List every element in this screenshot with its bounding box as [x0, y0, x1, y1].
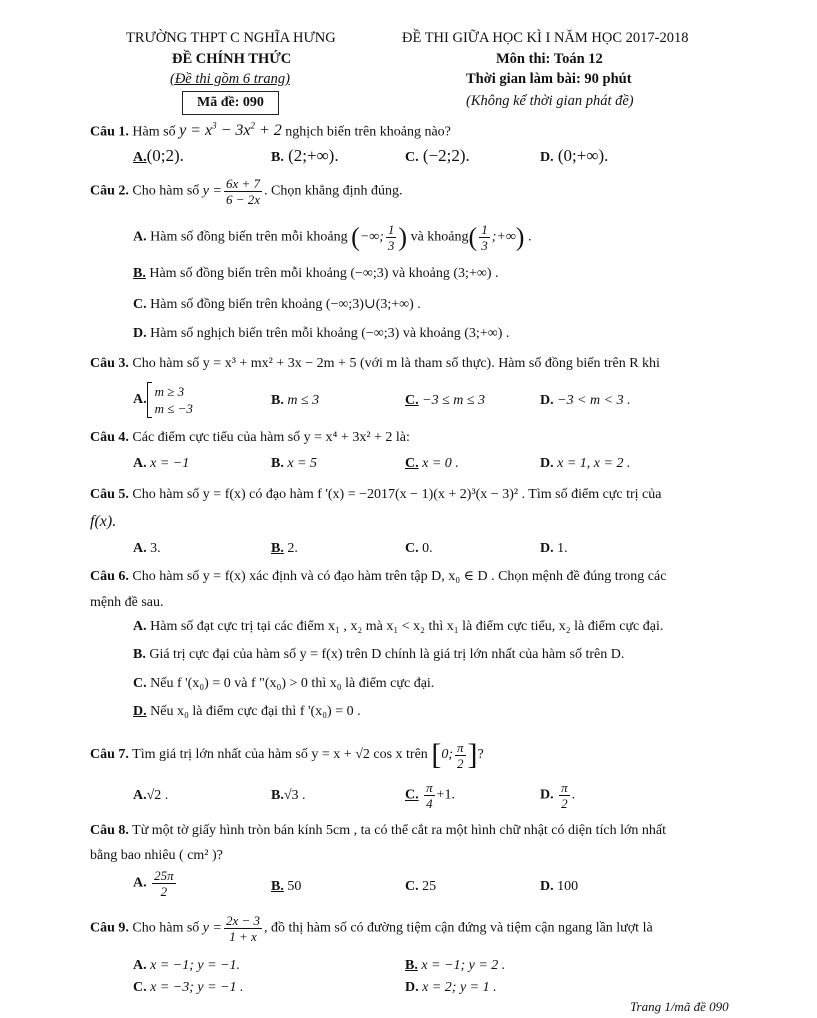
q6-option-a[interactable]: A. Hàm số đạt cực trị tại các điểm x₁ , x₂ mà x₁ < x₂ thì x₁ là điểm cực tiểu, x₂ là điểm cực đại.: [133, 619, 664, 634]
q2-option-b[interactable]: B. Hàm số đồng biến trên mỗi khoảng (−∞;3) và khoảng (3;+∞) .: [133, 266, 499, 281]
subject: Môn thi: Toán 12: [496, 51, 603, 67]
question-7: Câu 7. Tìm giá trị lớn nhất của hàm số y = x + √2 cos x trên [0; $\frac{\pi}{2}$ ]?: [90, 738, 484, 771]
q6-stem: Cho hàm số y = f(x) xác định và có đạo hàm trên tập D, x₀ ∈ D . Chọn mệnh đề đúng trong các: [132, 569, 667, 584]
exam-title: ĐỀ THI GIỮA HỌC KÌ I NĂM HỌC 2017-2018: [402, 30, 689, 46]
q8-option-c[interactable]: C. 25: [405, 879, 437, 894]
q4-option-a[interactable]: A. x = −1: [133, 456, 190, 471]
q3-option-d[interactable]: D. −3 < m < 3 .: [540, 393, 631, 408]
q2-stem-post: . Chọn khẳng định đúng.: [264, 183, 403, 199]
q7-option-b[interactable]: B.√3 .: [271, 788, 306, 803]
q5-stem: Cho hàm số y = f(x) có đạo hàm f '(x) = −2017(x − 1)(x + 2)³(x − 3)² . Tìm số điểm cực trị của: [132, 487, 662, 502]
q9-option-b[interactable]: B. x = −1; y = 2 .: [405, 958, 506, 973]
q3-option-a[interactable]: A. m ≥ 3 m ≤ −3: [133, 384, 193, 416]
q4-option-c[interactable]: C. x = 0 .: [405, 456, 459, 471]
q5-option-c[interactable]: C. 0.: [405, 541, 433, 556]
q6-option-d[interactable]: D. Nếu x₀ là điểm cực đại thì f '(x₀) = 0 .: [133, 704, 361, 719]
q3-label: Câu 3.: [90, 356, 129, 371]
q9-option-a[interactable]: A. x = −1; y = −1.: [133, 958, 241, 973]
q8-option-b[interactable]: B. 50: [271, 879, 302, 894]
question-2: Câu 2. Cho hàm số y = $\frac{6x + 7}{6 - 2x}$ . Chọn khẳng định đúng.: [90, 176, 403, 207]
school-name: TRƯỜNG THPT C NGHĨA HƯNG: [126, 30, 336, 46]
pages-note: (Đề thi gồm 6 trang): [170, 71, 291, 87]
page-footer: Trang 1/mã đề 090: [630, 999, 729, 1014]
q6-stem-cont: mệnh đề sau.: [90, 595, 164, 610]
q1-function: $y = x^3 - 3x^2 + 2$: [179, 121, 282, 140]
q1-label: Câu 1.: [90, 124, 129, 140]
q2-fraction: $\frac{6x + 7}{6 - 2x}$: [225, 176, 261, 207]
q9-stem-pre: Cho hàm số: [132, 920, 200, 936]
q2-option-d[interactable]: D. Hàm số nghịch biến trên mỗi khoảng (−∞;3) và khoảng (3;+∞) .: [133, 326, 510, 341]
q5-stem-cont: f(x).: [90, 513, 117, 530]
q1-stem-pre: Hàm số: [132, 124, 176, 140]
q3-option-b[interactable]: B. m ≤ 3: [271, 393, 320, 408]
question-1: [90, 121, 451, 140]
exam-time: Thời gian làm bài: 90 phút: [466, 71, 632, 87]
question-9: Câu 9. Cho hàm số y = $\frac{2x - 3}{1 + x}$ , đồ thị hàm số có đường tiệm cận đứng và tiệm cận ngang lần lượt là: [90, 913, 653, 944]
q4-label: Câu 4.: [90, 430, 129, 445]
q8-stem-cont: bằng bao nhiêu ( cm² )?: [90, 848, 223, 863]
q8-label: Câu 8.: [90, 823, 129, 838]
question-3: [90, 356, 660, 372]
q5-option-a[interactable]: A. 3.: [133, 541, 161, 556]
q6-label: Câu 6.: [90, 569, 129, 584]
q3-option-c[interactable]: C. −3 ≤ m ≤ 3: [405, 393, 486, 408]
q7-option-d[interactable]: D. $\frac{\pi}{2}$ .: [540, 780, 576, 811]
q9-option-c[interactable]: C. x = −3; y = −1 .: [133, 980, 244, 995]
q5-option-b[interactable]: B. 2.: [271, 541, 298, 556]
q2-option-c[interactable]: C. Hàm số đồng biến trên khoảng (−∞;3)∪(3;+∞) .: [133, 297, 421, 312]
q3-stem: Cho hàm số y = x³ + mx² + 3x − 2m + 5 (với m là tham số thực). Hàm số đồng biến trên R khi: [132, 356, 660, 371]
q1-stem-post: nghịch biến trên khoảng nào?: [285, 124, 451, 140]
q1-option-d[interactable]: D. (0;+∞).: [540, 146, 609, 165]
q7-option-a[interactable]: A.√2 .: [133, 788, 169, 803]
official-label: ĐỀ CHÍNH THỨC: [172, 51, 292, 67]
exam-code: Mã đề: 090: [197, 95, 264, 110]
q8-option-d[interactable]: D. 100: [540, 879, 579, 894]
q9-option-d[interactable]: D. x = 2; y = 1 .: [405, 980, 497, 995]
q9-label: Câu 9.: [90, 920, 129, 936]
question-6: [90, 568, 666, 585]
q4-stem: Các điểm cực tiểu của hàm số y = x⁴ + 3x² + 2 là:: [132, 430, 410, 445]
q6-option-c[interactable]: C. Nếu f '(x₀) = 0 và f "(x₀) > 0 thì x₀ là điểm cực đại.: [133, 676, 435, 691]
q8-stem: Từ một tờ giấy hình tròn bán kính 5cm , ta có thể cắt ra một hình chữ nhật có diện tích lớn nhất: [132, 823, 667, 838]
q7-option-c[interactable]: C. $\frac{\pi}{4}$ +1.: [405, 780, 456, 811]
q1-option-b[interactable]: B. (2;+∞).: [271, 146, 339, 165]
q5-option-d[interactable]: D. 1.: [540, 541, 568, 556]
q1-option-c[interactable]: C. (−2;2).: [405, 146, 470, 165]
q9-stem-post: , đồ thị hàm số có đường tiệm cận đứng và tiệm cận ngang lần lượt là: [264, 920, 653, 936]
q1-option-a[interactable]: A.(0;2).: [133, 146, 184, 165]
q2-option-a[interactable]: A. Hàm số đồng biến trên mỗi khoảng (−∞; $\frac{1}{3}$ ) và khoảng( $\frac{1}{3}$ ;+∞) .: [133, 222, 532, 253]
q9-fraction: $\frac{2x - 3}{1 + x}$: [225, 913, 261, 944]
q6-option-b[interactable]: B. Giá trị cực đại của hàm số y = f(x) trên D chính là giá trị lớn nhất của hàm số trên D.: [133, 647, 625, 662]
q7-label: Câu 7.: [90, 747, 129, 763]
question-4: [90, 430, 410, 446]
q7-stem-pre: Tìm giá trị lớn nhất của hàm số y = x + √2 cos x trên: [132, 747, 428, 763]
question-8: [90, 823, 666, 839]
q2-stem-pre: Cho hàm số: [132, 183, 200, 199]
q4-option-d[interactable]: D. x = 1, x = 2 .: [540, 456, 631, 471]
q4-option-b[interactable]: B. x = 5: [271, 456, 318, 471]
question-5: [90, 487, 661, 503]
q8-option-a[interactable]: A. $\frac{25\pi}{2}$: [133, 868, 174, 899]
time-note: (Không kể thời gian phát đề): [466, 93, 634, 109]
q5-label: Câu 5.: [90, 487, 129, 502]
q2-label: Câu 2.: [90, 183, 129, 199]
exam-code-box: [182, 91, 279, 115]
